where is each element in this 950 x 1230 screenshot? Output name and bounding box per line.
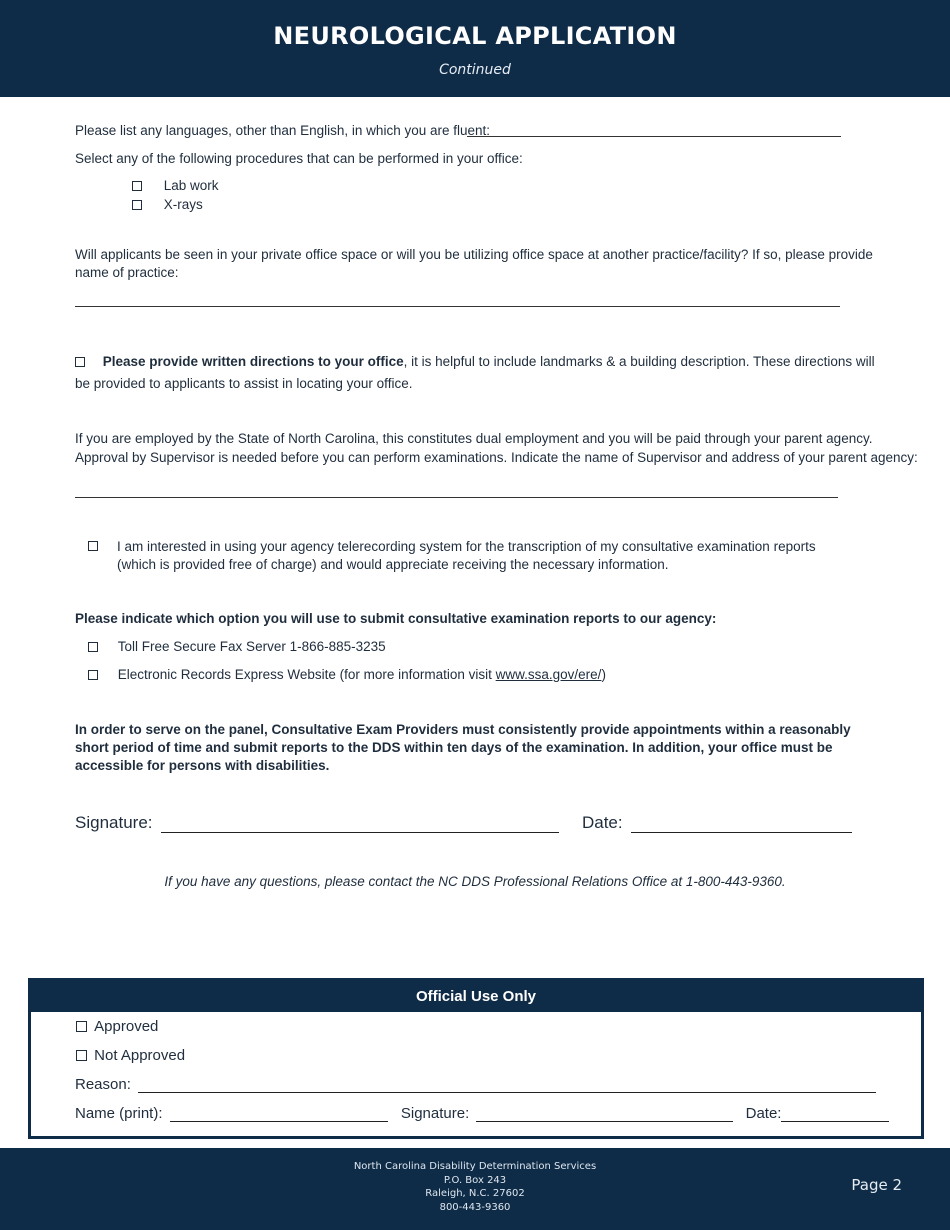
- page-number: Page 2: [851, 1176, 902, 1194]
- ere-suffix: ): [601, 667, 606, 682]
- not-approved-checkbox[interactable]: [76, 1050, 87, 1061]
- contact-note: If you have any questions, please contact the NC DDS Professional Relations Office at 1-800-443-9360.: [164, 874, 786, 889]
- fax-checkbox[interactable]: [88, 642, 98, 652]
- supervisor-field[interactable]: [75, 497, 838, 498]
- ere-link[interactable]: www.ssa.gov/ere/: [495, 667, 602, 682]
- page-subtitle: Continued: [439, 62, 511, 78]
- official-signature-label: Signature:: [400, 1105, 470, 1122]
- submission-option-ere[interactable]: [88, 666, 606, 684]
- name-print-label: Name (print):: [75, 1105, 163, 1122]
- languages-question: [75, 122, 490, 140]
- submission-option-fax[interactable]: [88, 638, 386, 656]
- footer-phone: 800-443-9360: [439, 1201, 511, 1213]
- lab-work-checkbox[interactable]: [132, 181, 142, 191]
- reason-field[interactable]: [138, 1078, 876, 1093]
- name-print-field[interactable]: [170, 1107, 388, 1122]
- approved-checkbox[interactable]: [76, 1021, 87, 1032]
- panel-notice: In order to serve on the panel, Consultative Exam Providers must consistently provide appointments within a reasonably short period of time and submit reports to the DDS within ten days of the examination. In addition, your office must be accessible for persons with disabilities.: [75, 722, 851, 773]
- date-field[interactable]: [631, 816, 852, 833]
- directions-checkbox[interactable]: [75, 357, 85, 367]
- office-space-field[interactable]: [75, 306, 840, 307]
- official-signoff-row: [75, 1105, 889, 1122]
- page-title: NEUROLOGICAL APPLICATION: [273, 22, 677, 50]
- telerecording-text: I am interested in using your agency telerecording system for the transcription of my consultative examination reports (which is provided free of charge) and would appreciate receiving the necessary information.: [117, 539, 816, 572]
- reason-label: Reason:: [75, 1076, 131, 1093]
- procedure-option-lab-work[interactable]: [132, 177, 219, 195]
- approved-label: Approved: [94, 1018, 159, 1035]
- ere-checkbox[interactable]: [88, 670, 98, 680]
- employment-line-1: If you are employed by the State of North Carolina, this constitutes dual employment and you will be paid through your parent agency.: [75, 431, 873, 446]
- footer-po-box: P.O. Box 243: [443, 1174, 507, 1186]
- signature-row: [75, 813, 852, 833]
- x-rays-checkbox[interactable]: [132, 200, 142, 210]
- page-header: [0, 0, 950, 97]
- x-rays-label: X-rays: [163, 197, 203, 212]
- signature-label: Signature:: [75, 813, 153, 832]
- employment-line-2: Approval by Supervisor is needed before you can perform examinations. Indicate the name of Supervisor and address of your parent agency:: [75, 450, 918, 465]
- languages-label: Please list any languages, other than English, in which you are fluent:: [75, 123, 491, 138]
- footer-org: North Carolina Disability Determination Services: [353, 1161, 597, 1172]
- official-use-title: Official Use Only: [28, 978, 924, 1012]
- page-footer: [0, 1148, 950, 1230]
- not-approved-option[interactable]: [76, 1047, 185, 1064]
- lab-work-label: Lab work: [163, 178, 219, 193]
- directions-bold-text: Please provide written directions to your office: [102, 354, 404, 369]
- telerecording-checkbox[interactable]: [88, 541, 98, 551]
- date-label: Date:: [581, 813, 623, 832]
- submission-heading: Please indicate which option you will use to submit consultative examination reports to our agency:: [75, 611, 717, 626]
- languages-field[interactable]: [467, 136, 841, 137]
- not-approved-label: Not Approved: [94, 1047, 186, 1064]
- footer-city: Raleigh, N.C. 27602: [425, 1188, 525, 1199]
- office-space-question: Will applicants be seen in your private office space or will you be utilizing office space at another practice/facility? If so, please provide name of practice:: [75, 247, 873, 280]
- directions-text: , it is helpful to include landmarks & a building description. These directions will be provided to applicants to assist in locating your office.: [75, 354, 875, 391]
- directions-item: [75, 351, 875, 395]
- official-date-field[interactable]: [781, 1107, 889, 1122]
- reason-row: [75, 1076, 876, 1093]
- footer-address: [0, 1160, 950, 1214]
- signature-field[interactable]: [161, 816, 559, 833]
- fax-label: Toll Free Secure Fax Server 1-866-885-3235: [117, 639, 386, 654]
- official-signature-field[interactable]: [476, 1107, 733, 1122]
- procedures-prompt: Select any of the following procedures that can be performed in your office:: [75, 151, 523, 166]
- approved-option[interactable]: [76, 1018, 158, 1035]
- ere-label: Electronic Records Express Website (for more information visit: [117, 667, 496, 682]
- procedure-option-x-rays[interactable]: [132, 196, 203, 214]
- official-date-label: Date:: [745, 1105, 782, 1122]
